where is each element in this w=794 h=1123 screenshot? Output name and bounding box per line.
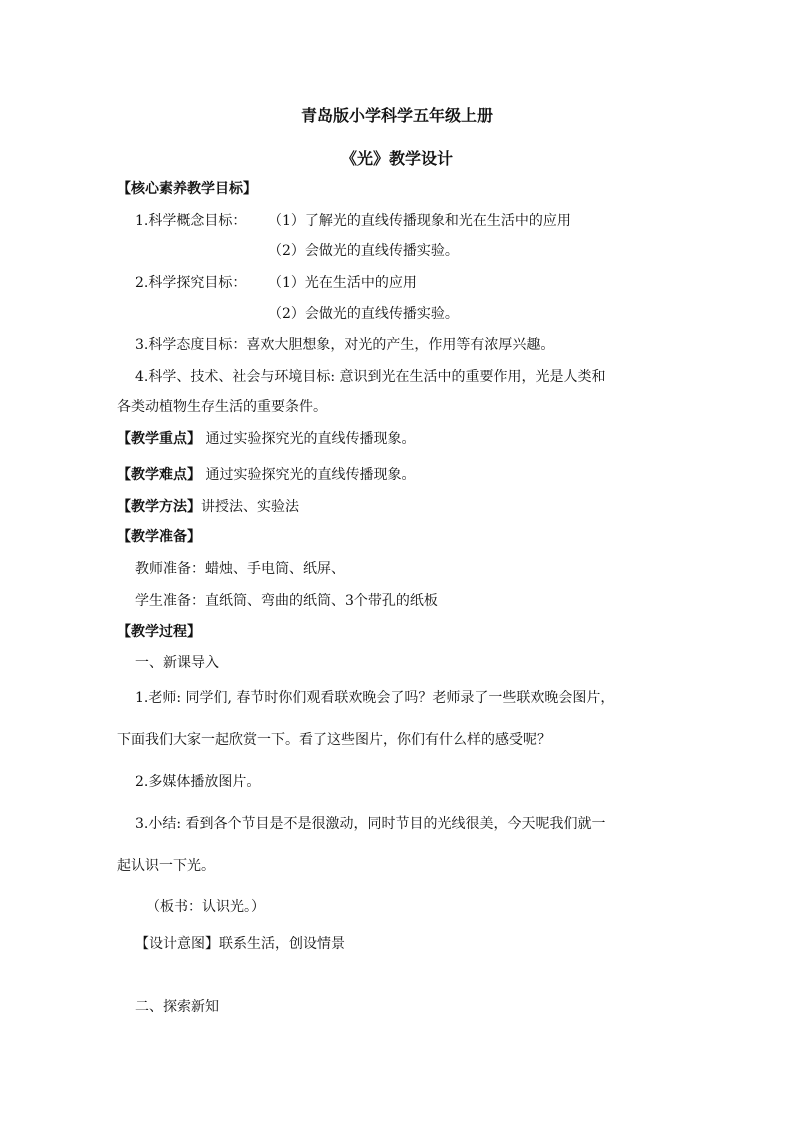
process-p2: 2.多媒体播放图片。 <box>135 774 261 790</box>
prep-teacher: 教师准备：蜡烛、手电筒、纸屏、 <box>135 561 345 577</box>
goal-1-item-b: （2）会做光的直线传播实验。 <box>268 243 459 259</box>
process-part-1: 一、新课导入 <box>135 655 219 671</box>
process-part-2: 二、探索新知 <box>135 999 219 1015</box>
design-intent: 【设计意图】联系生活，创设情景 <box>135 936 345 952</box>
difficulty <box>117 466 415 484</box>
process-p3-line-1: 3.小结: 看到各个节目是不是很激动，同时节目的光线很美，今天呢我们就一 <box>135 816 606 832</box>
method-text: 讲授法、实验法 <box>201 499 299 515</box>
process-heading: 【教学过程】 <box>117 624 201 640</box>
goal-2-item-b: （2）会做光的直线传播实验。 <box>268 306 459 322</box>
key-point-text: 通过实验探究光的直线传播现象。 <box>201 431 416 447</box>
process-p1-line-1: 1.老师: 同学们, 春节时你们观看联欢晚会了吗？老师录了一些联欢晚会图片， <box>135 690 615 706</box>
goals-heading: 【核心素养教学目标】 <box>117 181 257 197</box>
key-point <box>117 430 415 448</box>
document-title: 青岛版小学科学五年级上册 <box>300 106 493 125</box>
goal-2-item-a: （1）光在生活中的应用 <box>268 275 417 291</box>
prep-heading: 【教学准备】 <box>117 529 201 545</box>
goal-1-item-a: （1）了解光的直线传播现象和光在生活中的应用 <box>268 213 571 229</box>
goal-2-label: 2.科学探究目标： <box>135 275 247 291</box>
prep-student: 学生准备：直纸筒、弯曲的纸筒、3个带孔的纸板 <box>135 593 438 609</box>
process-p1-line-2: 下面我们大家一起欣赏一下。看了这些图片，你们有什么样的感受呢？ <box>117 732 551 748</box>
goal-4-line-2: 各类动植物生存生活的重要条件。 <box>117 399 327 415</box>
board-note: （板书：认识光。） <box>146 899 265 915</box>
method-heading: 【教学方法】 <box>117 499 201 515</box>
document-subtitle: 《光》教学设计 <box>340 149 453 168</box>
difficulty-heading: 【教学难点】 <box>117 467 201 483</box>
goal-4-line-1: 4.科学、技术、社会与环境目标: 意识到光在生活中的重要作用，光是人类和 <box>135 369 606 385</box>
goal-3: 3.科学态度目标：喜欢大胆想象，对光的产生，作用等有浓厚兴趣。 <box>135 337 555 353</box>
process-p3-line-2: 起认识一下光。 <box>117 858 215 874</box>
key-point-heading: 【教学重点】 <box>117 431 201 447</box>
goal-1-label: 1.科学概念目标： <box>135 213 247 229</box>
difficulty-text: 通过实验探究光的直线传播现象。 <box>201 467 416 483</box>
method <box>117 498 299 516</box>
